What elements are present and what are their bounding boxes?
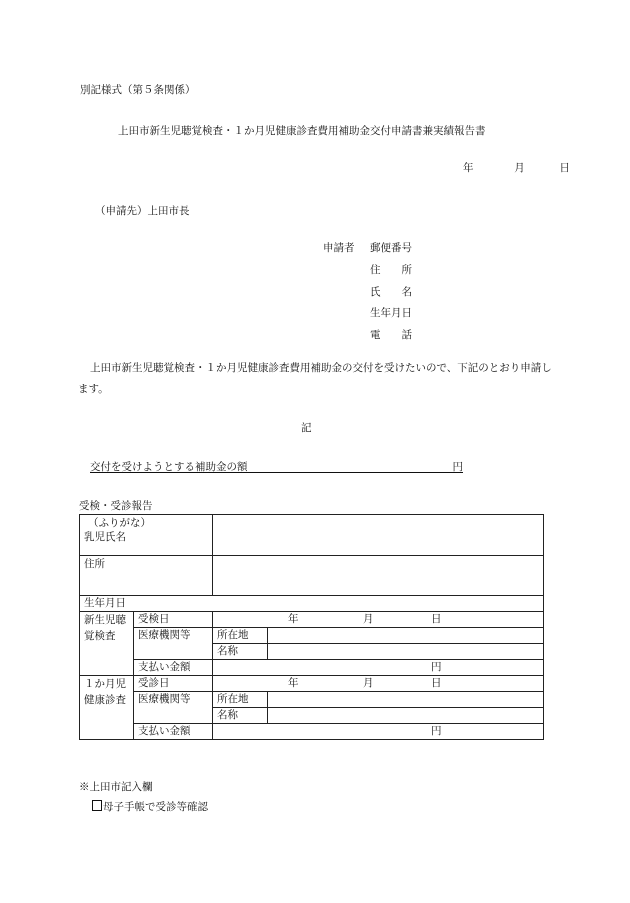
checkup-section-label: １か月児健康診査	[80, 676, 134, 740]
office-use-label: ※上田市記入欄	[79, 781, 153, 793]
hearing-institution-label: 医療機関等	[134, 628, 213, 660]
document-title: 上田市新生児聴覚検査・１か月児健康診査費用補助金交付申請書兼実績報告書	[118, 125, 486, 137]
office-check-label: 母子手帳で受診等確認	[103, 801, 208, 813]
applicant-phone[interactable]: 電 話	[370, 329, 412, 341]
infant-name-label	[80, 515, 213, 556]
checkup-day: 日	[431, 677, 442, 689]
report-table	[79, 514, 544, 740]
checkup-yen: 円	[431, 725, 442, 737]
hearing-exam-date-label: 受検日	[134, 612, 213, 628]
hearing-section-label: 新生児聴覚検査	[80, 612, 134, 676]
address-input[interactable]	[213, 556, 544, 596]
checkup-exam-date-label: 受診日	[134, 676, 213, 692]
hearing-location-label: 所在地	[213, 628, 268, 644]
checkup-name-label: 名称	[213, 708, 268, 724]
birthdate-row[interactable]	[80, 596, 544, 612]
hearing-yen: 円	[431, 661, 442, 673]
furigana-label: （ふりがな）	[88, 517, 151, 529]
date-line	[463, 160, 570, 175]
applicant-label: 申請者	[323, 242, 355, 254]
hearing-exam-date-input[interactable]	[213, 612, 544, 628]
applicant-postal-code[interactable]: 郵便番号	[370, 242, 412, 254]
hearing-day: 日	[431, 613, 442, 625]
checkup-location-input[interactable]	[268, 692, 544, 708]
address-label: 住所	[80, 556, 213, 596]
checkup-location-label: 所在地	[213, 692, 268, 708]
applicant-address[interactable]: 住 所	[370, 264, 412, 276]
hearing-name-label: 名称	[213, 644, 268, 660]
ki-heading: 記	[301, 422, 312, 434]
form-id: 別記様式（第５条関係）	[80, 84, 196, 96]
hearing-year: 年	[288, 613, 299, 625]
hearing-payment-label: 支払い金額	[134, 660, 213, 676]
checkup-month: 月	[363, 677, 374, 689]
checkup-exam-date-input[interactable]	[213, 676, 544, 692]
date-year: 年	[463, 162, 474, 174]
checkup-payment-label: 支払い金額	[134, 724, 213, 740]
recipient: （申請先）上田市長	[95, 205, 190, 217]
amount-label: 交付を受けようとする補助金の額	[90, 461, 248, 473]
checkup-payment-input[interactable]	[213, 724, 544, 740]
checkup-name-input[interactable]	[268, 708, 544, 724]
report-title: 受検・受診報告	[79, 500, 153, 512]
applicant-name[interactable]: 氏 名	[370, 286, 412, 298]
amount-unit: 円	[452, 461, 463, 473]
hearing-location-input[interactable]	[268, 628, 544, 644]
hearing-name-input[interactable]	[268, 644, 544, 660]
birthdate-label: 生年月日	[84, 597, 126, 609]
date-month: 月	[514, 162, 525, 174]
checkup-year: 年	[288, 677, 299, 689]
applicant-birthdate[interactable]: 生年月日	[370, 307, 412, 319]
infant-name-text: 乳児氏名	[84, 531, 126, 543]
hearing-payment-input[interactable]	[213, 660, 544, 676]
checkup-institution-label: 医療機関等	[134, 692, 213, 724]
date-day: 日	[559, 162, 570, 174]
hearing-month: 月	[363, 613, 374, 625]
infant-name-input[interactable]	[213, 515, 544, 556]
body-text: 上田市新生児聴覚検査・１か月児健康診査費用補助金の交付を受けたいので、下記のとおり申請します。	[78, 362, 552, 395]
amount-field[interactable]	[90, 459, 463, 473]
office-check-row[interactable]	[92, 799, 208, 814]
checkbox-icon[interactable]	[92, 800, 102, 811]
